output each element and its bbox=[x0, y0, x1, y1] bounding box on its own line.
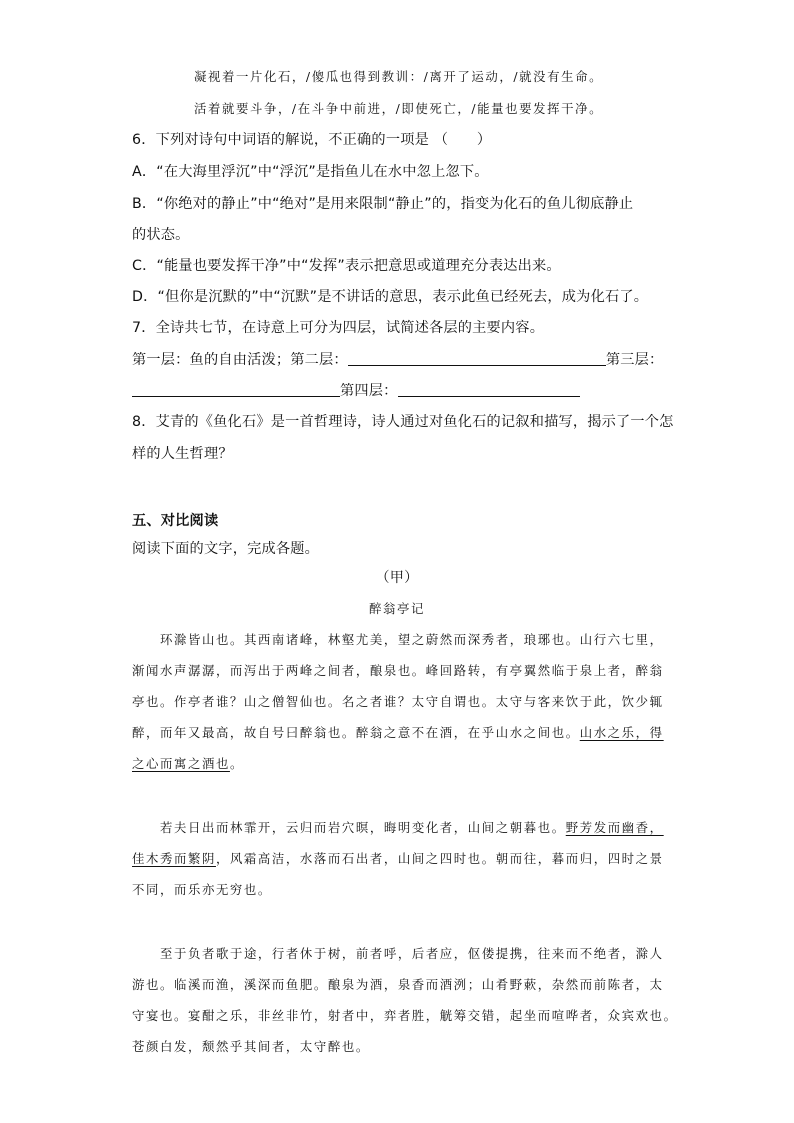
question-6-stem: 6．下列对诗句中词语的解说，不正确的一项是 （ ） bbox=[132, 132, 492, 148]
question-7-answer-row-2 bbox=[132, 380, 580, 400]
passage-title: 醉翁亭记 bbox=[369, 601, 425, 616]
passage-text: ，风霜高洁，水落而石出者，山间之四时也。朝而往，暮而归，四时之景 bbox=[215, 851, 664, 866]
passage-line: 渐闻水声潺潺，而泻出于两峰之间者，酿泉也。峰回路转，有亭翼然临于泉上者，醉翁 bbox=[132, 663, 664, 678]
underlined-sentence: 野芳发而幽香， bbox=[565, 820, 664, 835]
section-instruction: 阅读下面的文字，完成各题。 bbox=[132, 541, 320, 557]
layer-4-label: 第四层： bbox=[340, 383, 398, 399]
underlined-sentence: 山水之乐，得 bbox=[579, 725, 664, 740]
passage-line bbox=[132, 723, 664, 741]
question-7-answer-row bbox=[132, 349, 663, 369]
passage-line bbox=[160, 818, 664, 836]
question-8-line: 8．艾青的《鱼化石》是一首哲理诗，诗人通过对鱼化石的记叙和描写，揭示了一个怎 bbox=[132, 414, 674, 430]
passage-line bbox=[132, 754, 244, 772]
passage-text: 。 bbox=[229, 756, 244, 771]
question-6-option-d: D．“但你是沉默的”中“沉默”是不讲话的意思，表示此鱼已经死去，成为化石了。 bbox=[132, 289, 649, 305]
layer-1-text: 第一层：鱼的自由活泼；第二层： bbox=[132, 352, 348, 368]
passage-line bbox=[132, 849, 664, 867]
passage-text: 醉，而年又最高，故自号曰醉翁也。醉翁之意不在酒，在乎山水之间也。 bbox=[132, 725, 580, 740]
question-6-option-b: B．“你绝对的静止”中“绝对”是用来限制“静止”的，指变为化石的鱼儿彻底静止 bbox=[132, 196, 634, 212]
question-7-stem: 7．全诗共七节，在诗意上可分为四层，试简述各层的主要内容。 bbox=[132, 320, 545, 336]
section-heading: 五、对比阅读 bbox=[132, 513, 219, 529]
question-6-option-a: A．“在大海里浮沉”中“浮沉”是指鱼儿在水中忽上忽下。 bbox=[132, 164, 489, 180]
passage-line: 守宴也。宴酣之乐，非丝非竹，射者中，弈者胜，觥筹交错，起坐而喧哗者，众宾欢也。 bbox=[132, 1008, 678, 1023]
passage-line: 环滁皆山也。其西南诸峰，林壑尤美，望之蔚然而深秀者，琅琊也。山行六七里， bbox=[160, 632, 664, 647]
answer-blank-layer-3[interactable] bbox=[132, 382, 340, 397]
answer-blank-layer-2[interactable] bbox=[348, 351, 606, 366]
underlined-sentence: 佳木秀而繁阴 bbox=[132, 851, 216, 866]
question-6-option-b-cont: 的状态。 bbox=[132, 227, 190, 243]
answer-blank-layer-4[interactable] bbox=[398, 382, 580, 397]
passage-text: 若夫日出而林霏开，云归而岩穴暝，晦明变化者，山间之朝暮也。 bbox=[160, 820, 566, 835]
poem-line: 活着就要斗争，/在斗争中前进，/即使死亡，/能量也要发挥干净。 bbox=[194, 101, 604, 116]
passage-line: 苍颜白发，颓然乎其间者，太守醉也。 bbox=[132, 1039, 370, 1054]
layer-3-label: 第三层： bbox=[605, 352, 664, 368]
passage-part-label: （甲） bbox=[375, 570, 419, 586]
passage-line: 不同，而乐亦无穷也。 bbox=[132, 882, 272, 897]
question-6-option-c: C．“能量也要发挥干净”中“发挥”表示把意思或道理充分表达出来。 bbox=[132, 258, 561, 274]
underlined-sentence: 之心而寓之酒也 bbox=[132, 756, 230, 771]
question-8-line: 样的人生哲理？ bbox=[132, 446, 233, 462]
passage-line: 亭也。作亭者谁？山之僧智仙也。名之者谁？太守自谓也。太守与客来饮于此，饮少辄 bbox=[132, 694, 664, 709]
poem-line: 凝视着一片化石，/傻瓜也得到教训：/离开了运动，/就没有生命。 bbox=[194, 69, 604, 84]
passage-line: 至于负者歌于途，行者休于树，前者呼，后者应，伛偻提携，往来而不绝者，滁人 bbox=[160, 946, 664, 961]
passage-line: 游也。临溪而渔，溪深而鱼肥。酿泉为酒，泉香而酒洌；山肴野蔌，杂然而前陈者，太 bbox=[132, 977, 664, 992]
